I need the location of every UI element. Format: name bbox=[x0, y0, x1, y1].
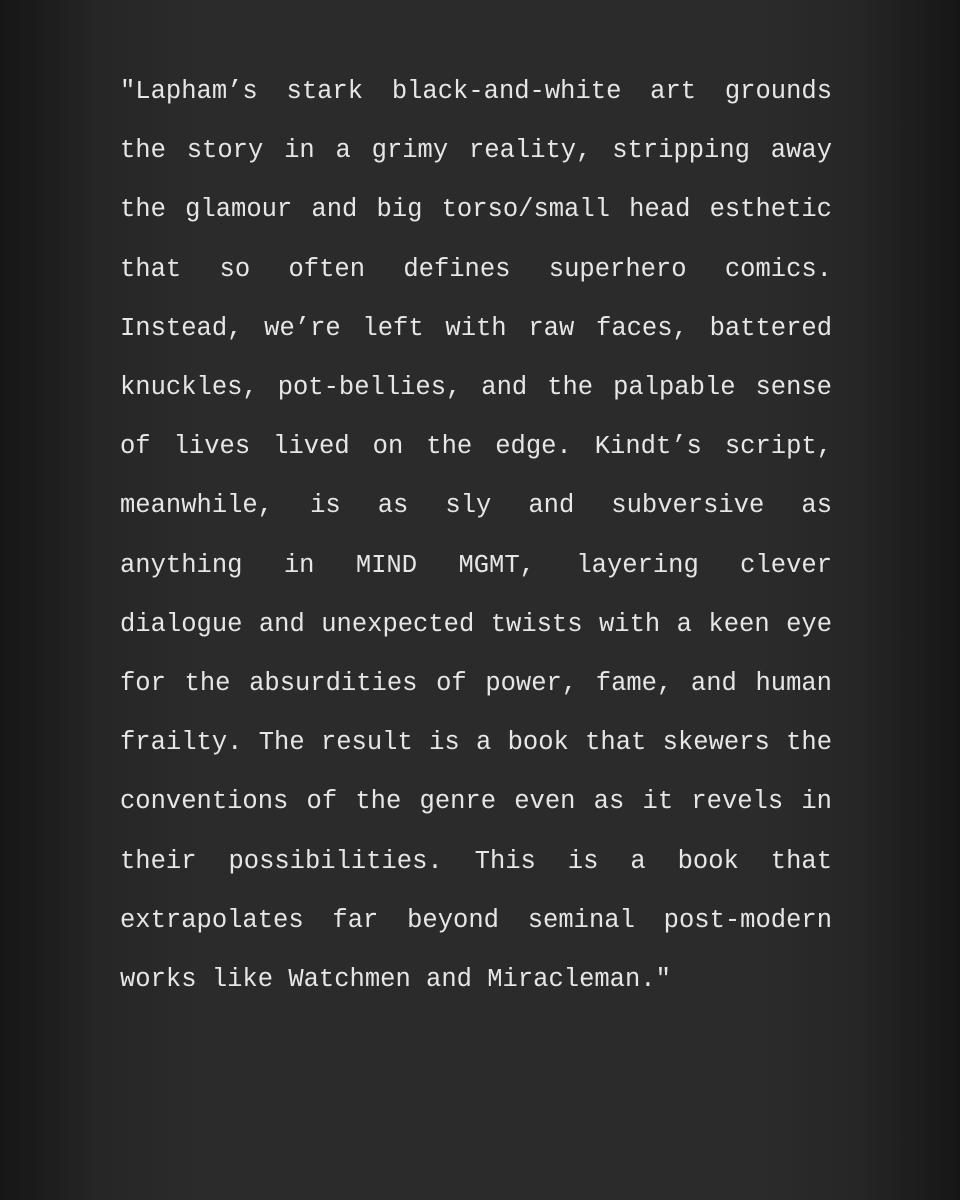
review-quote-text: "Lapham’s stark black-and-white art grounds the story in a grimy reality, stripping away the glamour and big torso/small head esthetic that so often defines superhero comics. Instead, we’re left with raw faces, battered knuckles, pot-bellies, and the palpable sense of lives lived on the edge. Kindt’s script, meanwhile, is as sly and subversive as anything in MIND MGMT, layering clever dialogue and unexpected twists with a keen eye for the absurdities of power, fame, and human frailty. The result is a book that skewers the conventions of the genre even as it revels in their possibilities. This is a book that extrapolates far beyond seminal post-modern works like Watchmen and Miracleman." bbox=[120, 77, 832, 995]
